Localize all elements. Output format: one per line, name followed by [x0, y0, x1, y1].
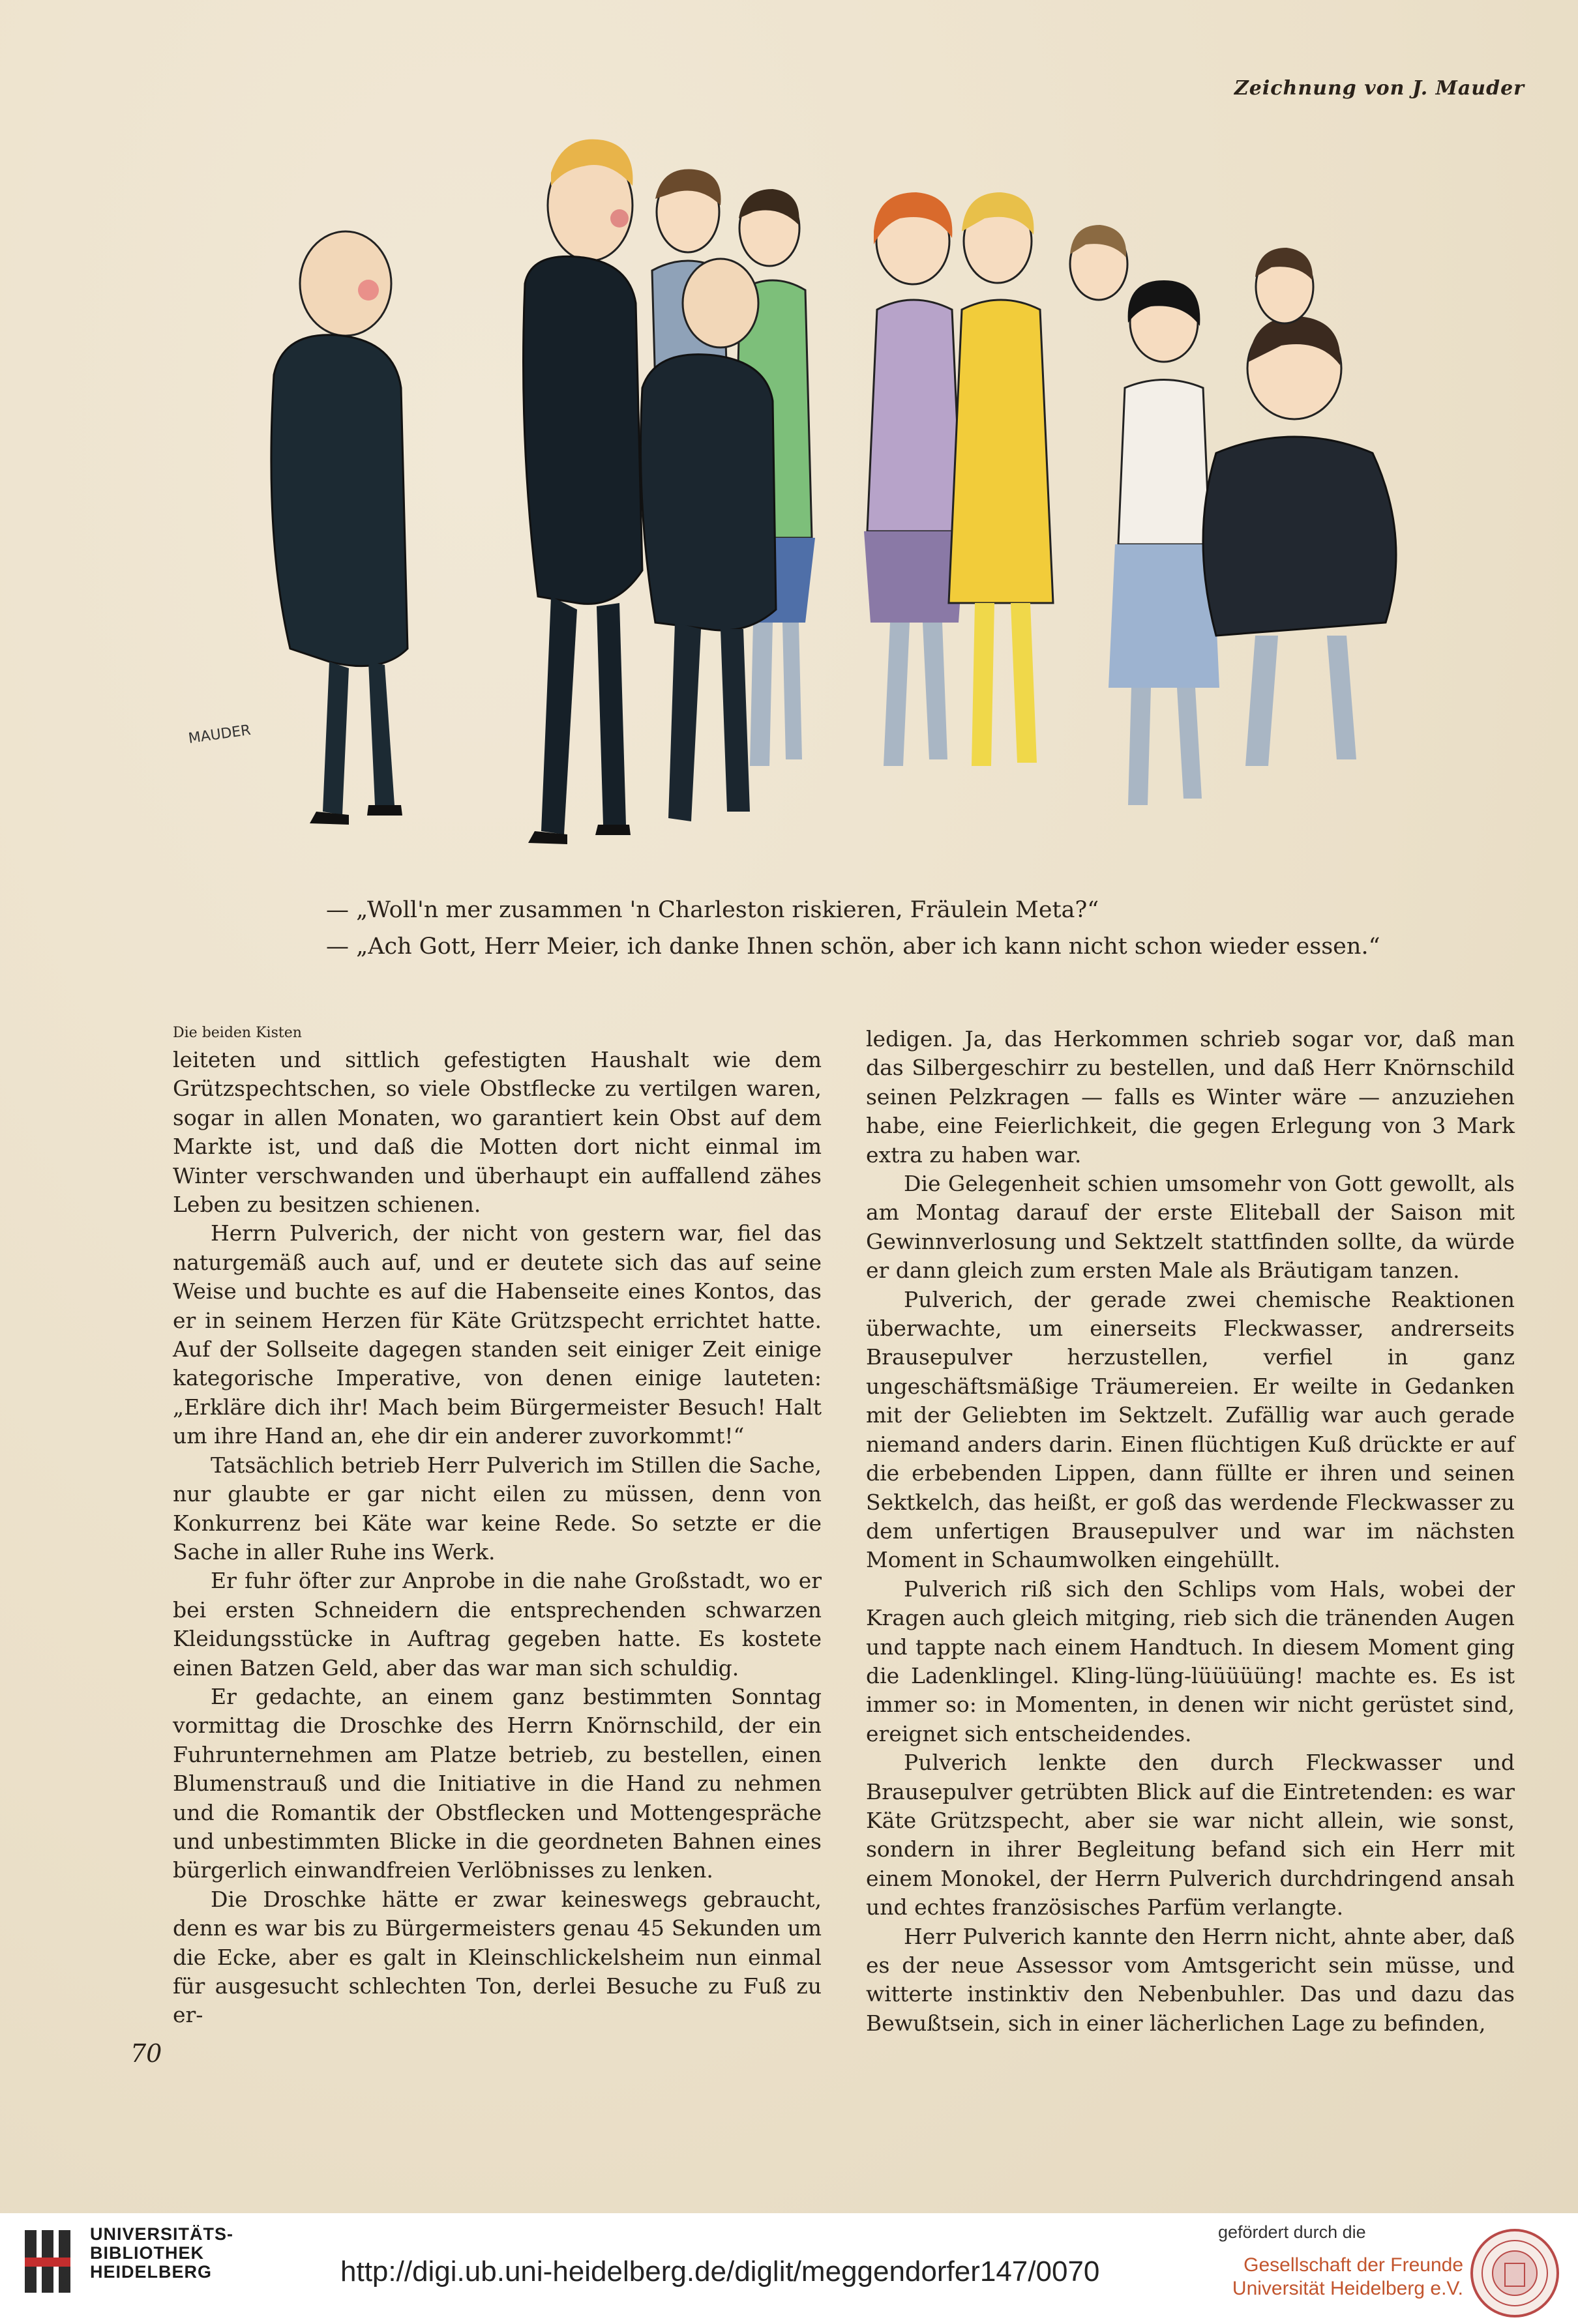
- paragraph: Die Droschke hätte er zwar keineswegs gebraucht, denn es war bis zu Bürgermeisters genau 45 Sekunden um die Ecke, aber es galt in Kleinschlickelsheim nun einmal für ausgesucht schlechten Ton, derlei Besuche zu Fuß zu er-: [173, 1886, 822, 2028]
- paragraph: Er fuhr öfter zur Anprobe in die nahe Großstadt, wo er bei ersten Schneidern die entsprechenden schwarzen Kleidungsstücke in Auftrag gegeben hatte. Es kostete einen Batzen Geld, aber das war man sich schuldig.: [173, 1568, 822, 1681]
- funded-by-label: gefördert durch die: [1218, 2222, 1366, 2242]
- illustration-caption: [326, 892, 1435, 965]
- society-line: Universität Heidelberg e.V.: [1232, 2278, 1463, 2299]
- university-seal-icon: [1469, 2228, 1560, 2319]
- library-line: UNIVERSITÄTS-: [90, 2224, 234, 2244]
- running-heading: Die beiden Kisten: [173, 1025, 302, 1041]
- paragraph: Pulverich, der gerade zwei chemische Reaktionen überwachte, um einerseits Fleckwasser, andrerseits Brausepulver herzustellen, verfiel in ganz ungeschäftsmäßige Träumereien. Er weilte in Gedanken mit der Geliebten im Sektzelt. Zufällig war auch gerade niemand anders darin. Einen flüchtigen Kuß drückte er auf die erbebenden Lippen, dann füllte er ihren und seinen Sektkelch, das heißt, er goß das werdende Fleckwasser zu dem unfertigen Brausepulver und war im nächsten Moment in Schaumwolken eingehüllt.: [866, 1286, 1515, 1573]
- right-text-column: [866, 1025, 1515, 2038]
- library-line: HEIDELBERG: [90, 2262, 213, 2282]
- library-line: BIBLIOTHEK: [90, 2243, 204, 2263]
- figure-bald-man: [271, 231, 408, 825]
- paragraph: Tatsächlich betrieb Herr Pulverich im Stillen die Sache, nur glaubte er gar nicht eilen zu müssen, denn von Konkurrenz bei Käte war keine Rede. So setzte er die Sache in aller Ruhe ins Werk.: [173, 1452, 822, 1565]
- paragraph: Die Gelegenheit schien umsomehr von Gott gewollt, als am Montag darauf der erste Eliteball der Saison mit Gewinnverlosung und Sektzelt stattfinden sollte, da würde er dann gleich zum ersten Male als Bräutigam tanzen.: [866, 1171, 1515, 1284]
- digitization-footer: [0, 2213, 1578, 2324]
- permalink-url[interactable]: http://digi.ub.uni-heidelberg.de/diglit/meggendorfer147/0070: [340, 2256, 1100, 2287]
- cartoon-illustration: [134, 114, 1483, 887]
- paragraph: Er gedachte, an einem ganz bestimmten Sonntag vormittag die Droschke des Herrn Knörnschild, der ein Fuhrunternehmen am Platze betrieb, zu bestellen, einen Blumenstrauß und die Initiative in die Hand zu nehmen und die Romantik der Obstflecken und Mottengespräche und unbestimmten Blicke in die geordneten Bahnen eines bürgerlich einwandfreien Verlöbnisses zu lenken.: [173, 1683, 822, 1883]
- paragraph: Herr Pulverich kannte den Herrn nicht, ahnte aber, daß es der neue Assessor vom Amtsgericht sein müsse, und witterte instinktiv den Nebenbuhler. Das und dazu das Bewußtsein, sich in einer lächerlichen Lage zu befinden,: [866, 1923, 1515, 2036]
- paragraph: Pulverich lenkte den durch Fleckwasser und Brausepulver getrübten Blick auf die Eintretenden: es war Käte Grützspecht, aber sie war nicht allein, wie sonst, sondern in ihrer Begleitung befand sich ein Herr mit einem Monokel, der Herrn Pulverich durchdringend ansah und echtes französisches Parfüm verlangte.: [866, 1750, 1515, 1920]
- illustration-credit: Zeichnung von J. Mauder: [1234, 77, 1525, 100]
- paragraph: Herrn Pulverich, der nicht von gestern war, fiel das naturgemäß auch auf, und er deutete sich das auf seine Weise und buchte es auf die Habenseite eines Kontos, das er in seinem Herzen für Käte Grützspecht errichtet hatte. Auf der Sollseite dagegen standen seit einiger Zeit einige kategorische Imperative, von denen einige lauteten: „Erkläre dich ihr! Mach beim Bürgermeister Besuch! Halt um ihre Hand an, ehe dir ein anderer zuvorkommt!“: [173, 1220, 822, 1449]
- artist-signature: MAUDER: [187, 722, 252, 747]
- paragraph: Pulverich riß sich den Schlips vom Hals, wobei der Kragen auch gleich mitging, rieb sich die tränenden Augen und tappte nach einem Handtuch. In diesem Moment ging die Ladenklingel. Kling-lüng-lüüüüüng! machte es. Es ist immer so: in Momenten, in denen wir nicht gerüstet sind, ereignet sich entscheidendes.: [866, 1576, 1515, 1746]
- university-library-logo-icon[interactable]: [20, 2221, 82, 2302]
- figure-woman-red-hair: [864, 192, 965, 766]
- society-line: Gesellschaft der Freunde: [1243, 2254, 1463, 2276]
- page-number: 70: [130, 2039, 162, 2068]
- caption-line-2: — „Ach Gott, Herr Meier, ich danke Ihnen schön, aber ich kann nicht schon wieder essen.“: [326, 934, 1380, 960]
- paragraph: leiteten und sittlich gefestigten Haushalt wie dem Grützspechtschen, so viele Obstflecke zu vertilgen waren, sogar in allen Monaten, wo garantiert kein Obst auf dem Markte ist, und daß die Motten dort nicht einmal im Winter verschwanden und überhaupt ein auffallend zähes Leben zu besitzen schienen.: [173, 1047, 822, 1218]
- caption-line-1: — „Woll'n mer zusammen 'n Charleston riskieren, Fräulein Meta?“: [326, 897, 1099, 923]
- figure-woman-yellow-dress: [949, 192, 1053, 766]
- university-library-name[interactable]: [90, 2225, 233, 2282]
- figure-tall-man: [524, 140, 643, 844]
- left-text-column: [173, 1022, 822, 2030]
- paragraph: ledigen. Ja, das Herkommen schrieb sogar vor, daß man das Silbergeschirr zu bestellen, und daß Herr Knörnschild seinen Pelzkragen — falls es Winter wäre — anzuziehen habe, eine Feierlichkeit, die gegen Erlegung von 3 Mark extra zu haben war.: [866, 1026, 1515, 1168]
- figure-woman-black-dress: [1203, 316, 1396, 766]
- society-name[interactable]: [1198, 2254, 1463, 2301]
